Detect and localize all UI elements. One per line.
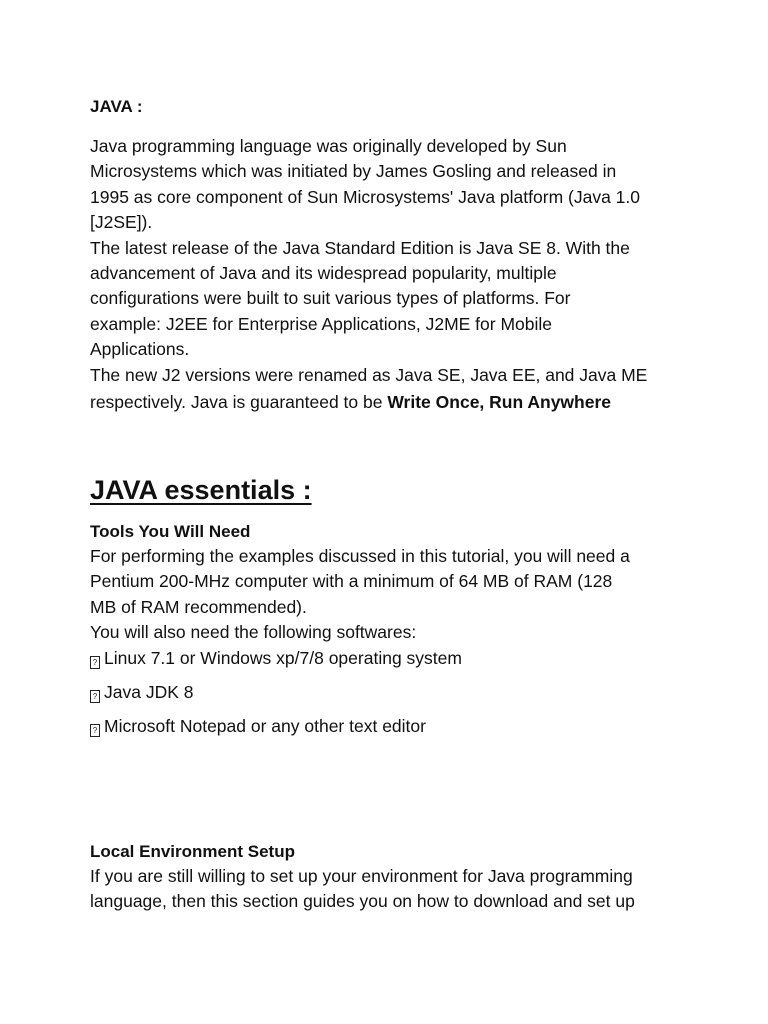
java-essentials-heading: JAVA essentials : bbox=[90, 475, 312, 506]
paragraph-line: The new J2 versions were renamed as Java SE, Java EE, and Java ME bbox=[90, 364, 648, 385]
paragraph-line: If you are still willing to set up your environment for Java programming bbox=[90, 865, 633, 886]
paragraph-line: The latest release of the Java Standard Edition is Java SE 8. With the bbox=[90, 237, 630, 258]
paragraph-line: advancement of Java and its widespread popularity, multiple bbox=[90, 263, 557, 284]
paragraph-text: respectively. Java is guaranteed to be bbox=[90, 392, 388, 413]
paragraph-line: language, then this section guides you on how to download and set up bbox=[90, 891, 635, 912]
missing-glyph-icon: ? bbox=[90, 690, 100, 703]
paragraph-line: Java programming language was originally developed by Sun bbox=[90, 136, 567, 156]
paragraph-line: 1995 as core component of Sun Microsystems' Java platform (Java 1.0 bbox=[90, 186, 640, 207]
java-intro-paragraph bbox=[90, 134, 690, 417]
paragraph-line: Pentium 200-MHz computer with a minimum of 64 MB of RAM (128 bbox=[90, 571, 613, 592]
list-item-text: Linux 7.1 or Windows xp/7/8 operating system bbox=[104, 647, 462, 668]
paragraph-line: example: J2EE for Enterprise Applications, J2ME for Mobile bbox=[90, 313, 553, 334]
paragraph-line: Applications. bbox=[90, 339, 190, 360]
paragraph-line: configurations were built to suit various types of platforms. For bbox=[90, 288, 571, 309]
paragraph-line: For performing the examples discussed in this tutorial, you will need a bbox=[90, 546, 630, 567]
missing-glyph-icon: ? bbox=[90, 724, 100, 737]
list-item bbox=[90, 646, 690, 671]
list-item bbox=[90, 680, 690, 705]
paragraph-line-last bbox=[90, 388, 690, 417]
paragraph-line: [J2SE]). bbox=[90, 212, 153, 233]
list-item-text: Java JDK 8 bbox=[104, 681, 194, 702]
write-once-run-anywhere: Write Once, Run Anywhere bbox=[387, 392, 612, 413]
paragraph-line: MB of RAM recommended). bbox=[90, 596, 307, 617]
java-heading: JAVA : bbox=[90, 97, 143, 116]
tools-heading: Tools You Will Need bbox=[90, 522, 251, 542]
document-page bbox=[90, 96, 690, 915]
list-item bbox=[90, 714, 690, 739]
local-environment-heading: Local Environment Setup bbox=[90, 841, 295, 861]
list-item-text: Microsoft Notepad or any other text editor bbox=[104, 715, 426, 736]
missing-glyph-icon: ? bbox=[90, 656, 100, 669]
paragraph-line: You will also need the following softwares: bbox=[90, 622, 417, 643]
paragraph-line: Microsystems which was initiated by James Gosling and released in bbox=[90, 161, 617, 182]
